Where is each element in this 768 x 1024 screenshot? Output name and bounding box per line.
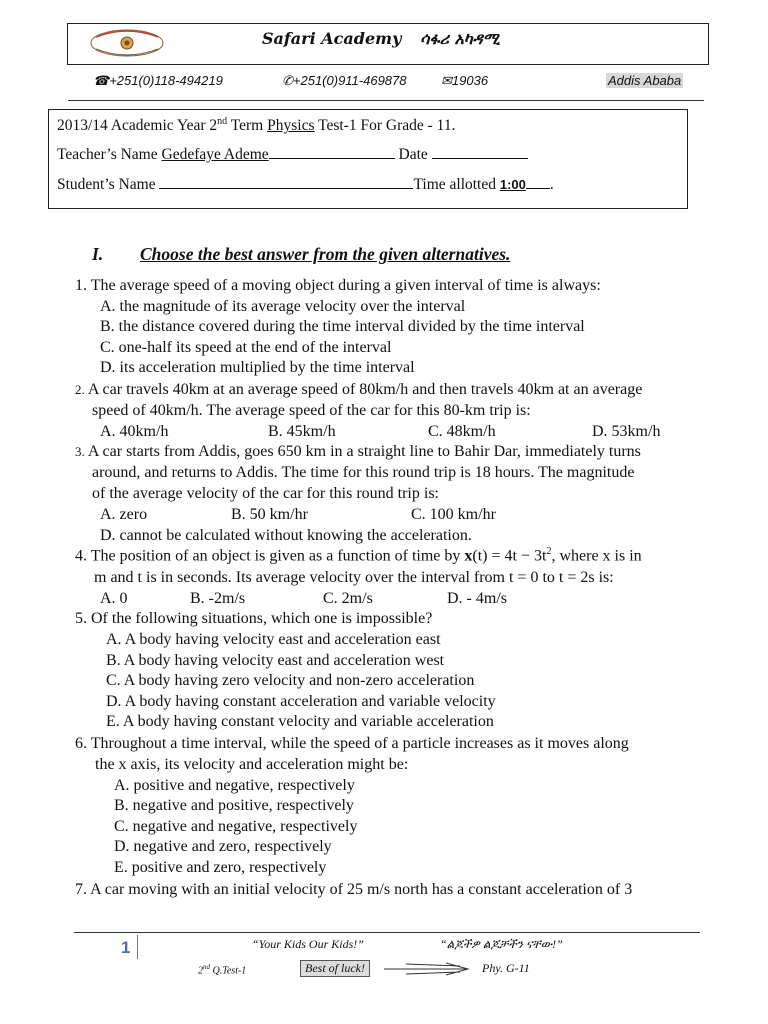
student-line: Student’s Name Time allotted 1:00 . xyxy=(57,176,554,193)
teacher-name: Gedefaye Ademe xyxy=(161,146,269,163)
question-3-stem: 3. A car starts from Addis, goes 650 km in a straight line to Bahir Dar, immediately turns xyxy=(75,443,641,460)
question-2-stem-cont: speed of 40km/h. The average speed of the car for this 80-km trip is: xyxy=(92,402,531,419)
q4-option-b[interactable]: B. -2m/s xyxy=(190,590,246,607)
q5-option-e[interactable]: E. A body having constant velocity and variable acceleration xyxy=(106,713,494,730)
motto-amharic: “ልጆችዎ ልጆቻችን ናቸው!” xyxy=(440,937,563,951)
page-number-bar xyxy=(137,935,138,959)
page-number: 1 xyxy=(121,938,131,957)
teacher-line: Teacher’s Name Gedefaye Ademe Date xyxy=(57,145,528,164)
q5-option-c[interactable]: C. A body having zero velocity and non-zero acceleration xyxy=(106,672,475,689)
question-2-stem: 2. A car travels 40km at an average speed of 80km/h and then travels 40km at an average xyxy=(75,381,643,398)
po-box: ✉19036 xyxy=(441,73,489,88)
question-3-stem-cont: around, and returns to Addis. The time for this round trip is 18 hours. The magnitude xyxy=(92,464,635,481)
q1-option-d[interactable]: D. its acceleration multiplied by the time interval xyxy=(100,359,415,376)
motto-english: “Your Kids Our Kids!” xyxy=(252,937,364,951)
q6-option-b[interactable]: B. negative and positive, respectively xyxy=(114,797,354,814)
question-3-stem-cont2: of the average velocity of the car for this round trip is: xyxy=(92,485,439,502)
q3-option-c[interactable]: C. 100 km/hr xyxy=(411,506,496,523)
time-allotted-value: 1:00 xyxy=(499,177,526,192)
q3-option-b[interactable]: B. 50 km/hr xyxy=(231,506,308,523)
subject-grade-label: Phy. G-11 xyxy=(482,961,530,975)
q6-option-e[interactable]: E. positive and zero, respectively xyxy=(114,859,327,876)
q4-option-c[interactable]: C. 2m/s xyxy=(323,590,373,607)
question-6-stem: 6. Throughout a time interval, while the speed of a particle increases as it moves along xyxy=(75,735,629,752)
school-name-amharic: ሳፋሪ አካዳሚ xyxy=(420,29,500,48)
q3-option-d[interactable]: D. cannot be calculated without knowing the acceleration. xyxy=(100,527,472,544)
q6-option-a[interactable]: A. positive and negative, respectively xyxy=(114,777,355,794)
q1-option-a[interactable]: A. the magnitude of its average velocity over the interval xyxy=(100,298,466,315)
city: Addis Ababa xyxy=(608,73,682,88)
question-4-stem: 4. The position of an object is given as a function of time by $x(t) = 4t - 3t^2$, where x is in xyxy=(75,546,642,565)
q2-option-b[interactable]: B. 45km/h xyxy=(268,423,336,440)
question-4-stem-cont: m and t is in seconds. Its average velocity over the interval from t = 0 to t = 2s is: xyxy=(94,569,614,586)
phone-mobile: ✆+251(0)911-469878 xyxy=(282,73,407,88)
q3-option-a[interactable]: A. zero xyxy=(100,506,148,523)
section-heading: I. Choose the best answer from the given alternatives. xyxy=(92,244,511,264)
test-label: 2nd Q.Test-1 xyxy=(198,963,247,977)
phone-office: ☎+251(0)118-494219 xyxy=(93,73,223,88)
q2-option-d[interactable]: D. 53km/h xyxy=(592,423,661,440)
q5-option-b[interactable]: B. A body having velocity east and acceleration west xyxy=(106,652,445,669)
date-field[interactable] xyxy=(432,145,528,159)
q5-option-d[interactable]: D. A body having constant acceleration and variable velocity xyxy=(106,693,496,710)
q4-option-d[interactable]: D. - 4m/s xyxy=(447,590,507,607)
q5-option-a[interactable]: A. A body having velocity east and acceleration east xyxy=(106,631,441,648)
question-7-stem: 7. A car moving with an initial velocity of 25 m/s north has a constant acceleration of 3 xyxy=(75,881,633,898)
q2-option-c[interactable]: C. 48km/h xyxy=(428,423,496,440)
q6-option-d[interactable]: D. negative and zero, respectively xyxy=(114,838,332,855)
school-logo xyxy=(88,27,166,59)
footer-divider xyxy=(74,932,700,933)
q4-option-a[interactable]: A. 0 xyxy=(100,590,128,607)
question-5-stem: 5. Of the following situations, which one is impossible? xyxy=(75,610,433,627)
header-divider xyxy=(68,100,704,101)
q6-option-c[interactable]: C. negative and negative, respectively xyxy=(114,818,358,835)
q1-option-b[interactable]: B. the distance covered during the time interval divided by the time interval xyxy=(100,318,585,335)
question-1-stem: 1. The average speed of a moving object during a given interval of time is always: xyxy=(75,277,601,294)
subject-name: Physics xyxy=(267,117,315,135)
school-name-english: Safari Academy xyxy=(262,29,402,48)
q2-option-a[interactable]: A. 40km/h xyxy=(100,423,169,440)
student-name-field[interactable] xyxy=(159,175,413,189)
question-6-stem-cont: the x axis, its velocity and acceleration might be: xyxy=(95,756,409,773)
best-of-luck-badge: Best of luck! xyxy=(300,960,370,977)
test-title-line: 2013/14 Academic Year 2nd Term Physics Test-1 For Grade - 11. xyxy=(57,116,456,135)
swoosh-arrow-icon xyxy=(384,960,474,978)
q1-option-c[interactable]: C. one-half its speed at the end of the interval xyxy=(100,339,392,356)
